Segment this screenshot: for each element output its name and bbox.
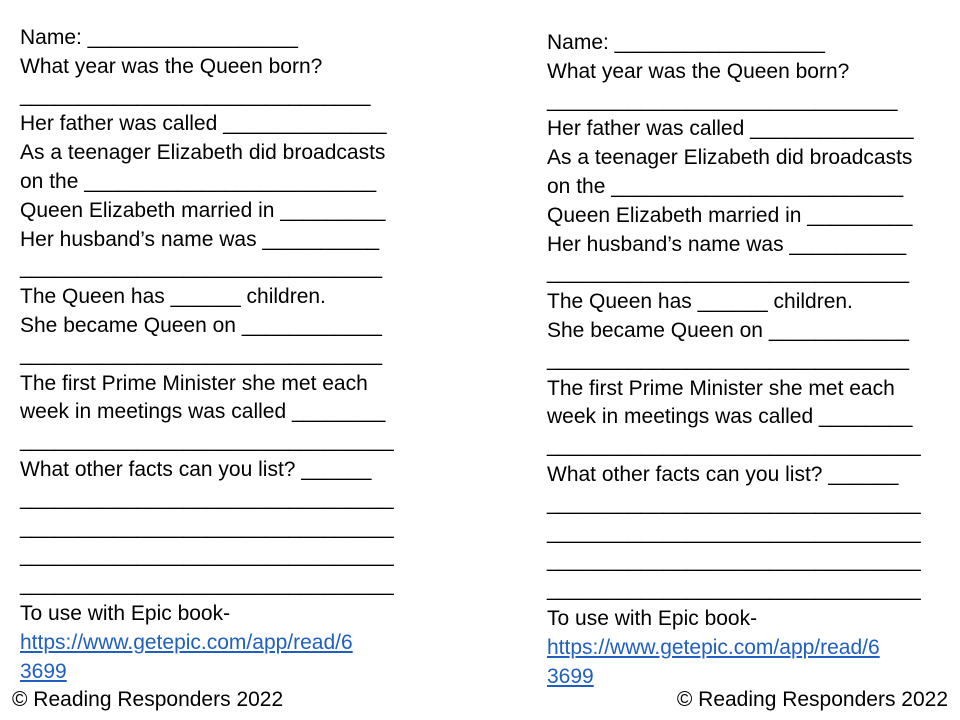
worksheet-line: What year was the Queen born? (20, 54, 323, 78)
worksheet-line: What other facts can you list? ______ (20, 457, 372, 481)
worksheet-line: Name: __________________ (20, 26, 298, 49)
epic-book-link[interactable]: 3699 (20, 659, 67, 683)
worksheet-line: As a teenager Elizabeth did broadcasts (20, 141, 386, 165)
worksheet-line: on the _________________________ (20, 169, 377, 193)
epic-book-link[interactable]: https://www.getepic.com/app/read/6 (20, 630, 353, 654)
epic-book-link[interactable]: 3699 (547, 664, 594, 688)
worksheet-line: Queen Elizabeth married in _________ (20, 198, 386, 222)
worksheet-line: ________________________________ (20, 544, 394, 568)
worksheet-line: Queen Elizabeth married in _________ (547, 203, 913, 227)
worksheet-line: ________________________________ (20, 486, 394, 510)
worksheet-line: The Queen has ______ children. (20, 285, 326, 309)
worksheet-line: _______________________________ (547, 347, 910, 371)
worksheet-line: ________________________________ (547, 549, 921, 573)
worksheet-line: ________________________________ (547, 434, 921, 458)
worksheet-line: _______________________________ (547, 261, 910, 285)
copyright-right: © Reading Responders 2022 (676, 688, 948, 711)
worksheet-line: What year was the Queen born? (547, 59, 850, 83)
worksheet-line: She became Queen on ____________ (20, 313, 382, 337)
worksheet-line: ______________________________ (20, 83, 371, 107)
worksheet-line: The first Prime Minister she met each (547, 376, 895, 400)
worksheet-line: week in meetings was called ________ (20, 400, 386, 424)
worksheet-line: ________________________________ (20, 515, 394, 539)
worksheet-line: ______________________________ (547, 88, 898, 112)
worksheet-line: The Queen has ______ children. (547, 290, 853, 314)
worksheet-line: _______________________________ (20, 342, 383, 366)
worksheet-line: As a teenager Elizabeth did broadcasts (547, 146, 913, 170)
copyright-left: © Reading Responders 2022 (12, 688, 284, 711)
worksheet-line: What other facts can you list? ______ (547, 462, 899, 486)
worksheet-line: The first Prime Minister she met each (20, 371, 368, 395)
worksheet-line: To use with Epic book- (547, 606, 758, 630)
worksheet-left (20, 24, 420, 686)
epic-book-link[interactable]: https://www.getepic.com/app/read/6 (547, 635, 880, 659)
worksheet-line: Name: __________________ (547, 31, 825, 54)
worksheet-line: To use with Epic book- (20, 601, 231, 625)
worksheet-line: ________________________________ (547, 578, 921, 602)
worksheet-line: Her husband’s name was __________ (20, 227, 380, 251)
worksheet-right (547, 29, 947, 691)
worksheet-line: Her father was called ______________ (547, 117, 914, 141)
worksheet-line: She became Queen on ____________ (547, 318, 909, 342)
worksheet-line: Her husband’s name was __________ (547, 232, 907, 256)
worksheet-line: _______________________________ (20, 256, 383, 280)
worksheet-line: ________________________________ (20, 573, 394, 597)
worksheet-line: ________________________________ (20, 429, 394, 453)
worksheet-line: ________________________________ (547, 520, 921, 544)
worksheet-line: week in meetings was called ________ (547, 405, 913, 429)
worksheet-line: ________________________________ (547, 491, 921, 515)
worksheet-line: Her father was called ______________ (20, 112, 387, 136)
worksheet-line: on the _________________________ (547, 174, 904, 198)
